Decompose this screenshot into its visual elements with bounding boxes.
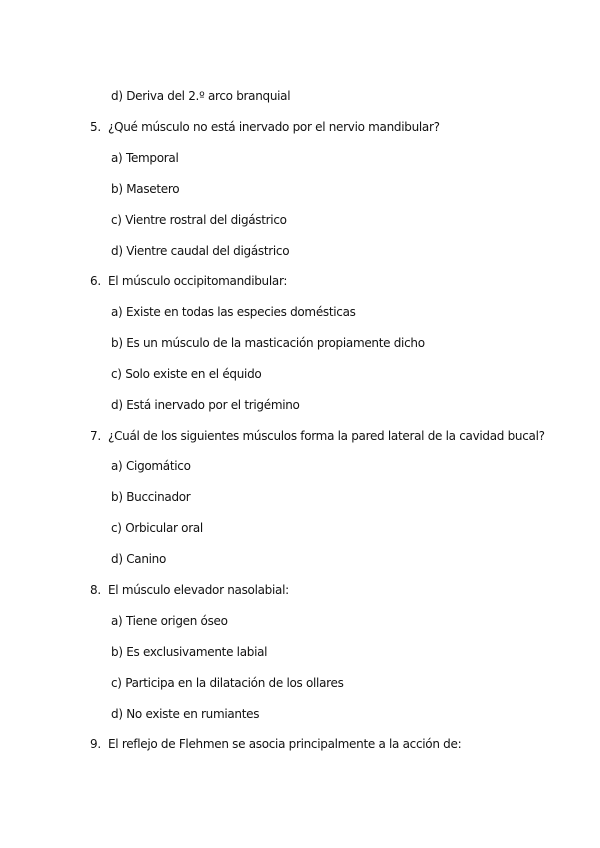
question-number: 7. (90, 429, 101, 443)
option-text: d) No existe en rumiantes (111, 707, 260, 721)
option-text: b) Masetero (111, 182, 180, 196)
question-text: El reflejo de Flehmen se asocia principalmente a la acción de: (108, 737, 462, 751)
question-number: 5. (90, 120, 101, 134)
option-text: b) Es exclusivamente labial (111, 645, 268, 659)
option-text: c) Vientre rostral del digástrico (111, 213, 287, 227)
option-text: d) Canino (111, 552, 167, 566)
option-text: d) Deriva del 2.º arco branquial (111, 89, 291, 103)
option-text: a) Existe en todas las especies domésticas (111, 305, 356, 319)
option-text: b) Es un músculo de la masticación propiamente dicho (111, 336, 425, 350)
question-text: ¿Cuál de los siguientes músculos forma la pared lateral de la cavidad bucal? (108, 429, 545, 443)
option-text: b) Buccinador (111, 490, 191, 504)
question-number: 8. (90, 583, 101, 597)
question-text: ¿Qué músculo no está inervado por el nervio mandibular? (108, 120, 440, 134)
option-text: a) Cigomático (111, 459, 191, 473)
option-text: a) Temporal (111, 151, 179, 165)
option-text: a) Tiene origen óseo (111, 614, 228, 628)
question-number: 9. (90, 737, 101, 751)
option-text: c) Solo existe en el équido (111, 367, 262, 381)
option-text: c) Participa en la dilatación de los ollares (111, 676, 344, 690)
question-number: 6. (90, 274, 101, 288)
option-text: c) Orbicular oral (111, 521, 203, 535)
option-text: d) Vientre caudal del digástrico (111, 244, 290, 258)
question-text: El músculo elevador nasolabial: (108, 583, 289, 597)
question-text: El músculo occipitomandibular: (108, 274, 288, 288)
option-text: d) Está inervado por el trigémino (111, 398, 300, 412)
